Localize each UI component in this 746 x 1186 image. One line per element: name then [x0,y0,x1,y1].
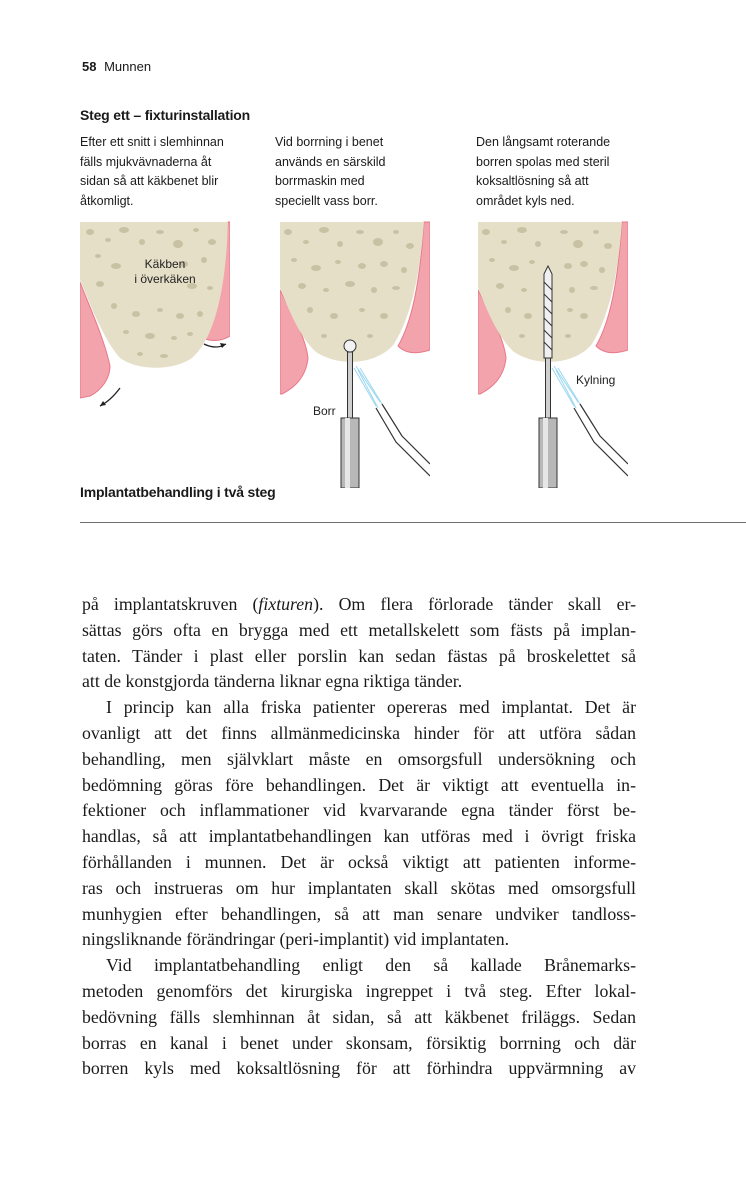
text-line: förhållanden i munnen. Det är också viktigt att patienten informe- [82,851,636,872]
text-line: Vid implantatbehandling enligt den så kallade Brånemarks- [106,955,636,976]
text-line: bedövning fälls slemhinnan åt sidan, så att käkbenet friläggs. Sedan [82,1006,636,1027]
text-line: ningsliknande förändringar (peri-implantit) vid implantaten. [82,929,510,950]
text-line: på implantatskruven (fixturen). Om flera förlorade tänder skall er- [82,594,636,614]
page-number: 58 [82,59,97,74]
text-line: behandling, men självklart måste en omsorgsfull undersökning och [82,748,636,769]
label-cooling: Kylning [576,373,616,387]
text-line: fektioner och inflammationer vid kvarvarande egna tänder först be- [82,800,636,821]
divider [80,522,746,523]
caption-line: området kyls ned. [476,193,575,208]
cooling-spray [354,366,382,408]
illustration-cooling [478,218,628,488]
caption-line: Den långsamt roterande [476,135,611,149]
cooling-nozzle [376,404,430,476]
caption-line: åtkomligt. [80,193,134,208]
body-text [82,592,636,1082]
caption-line: speciellt vass borr. [275,193,378,208]
drill [341,340,359,488]
caption-line: Efter ett snitt i slemhinnan [80,135,224,149]
text-line: sättas görs ofta en brygga med ett metallskelett som fästs på implan- [82,619,636,640]
label-drill: Borr [313,404,336,418]
caption-line: Vid borrning i benet [275,135,384,149]
running-head [82,59,151,74]
caption-line: borren spolas med steril [476,154,610,169]
cooling-nozzle [574,404,628,476]
caption-line: fälls mjukvävnaderna åt [80,154,212,169]
illustration-drilling [280,218,430,488]
text-line: I princip kan alla friska patienter opereras med implantat. Det är [106,697,636,718]
text-line: borren kyls med koksaltlösning för att förhindra uppvärmning av [82,1058,636,1079]
text-line: ras och instrueras om hur implantaten skall skötas med omsorgsfull [82,877,636,898]
caption-line: används en särskild [275,154,386,169]
caption-step-3 [476,133,666,211]
caption-step-2 [275,133,455,211]
text-line: metoden genomförs det kirurgiska ingreppet i två steg. Efter lokal- [82,980,636,1001]
caption-step-1 [80,133,260,211]
figure-heading: Steg ett – fixturinstallation [80,107,250,123]
text-line: bedömning göras före behandlingen. Det är viktigt att eventuella in- [82,774,636,795]
figure-title: Implantatbehandling i två steg [80,484,276,500]
text-line: borras en kanal i benet under skonsam, försiktig borrning och där [82,1032,636,1053]
label-line: i överkäken [134,272,196,286]
text-line: munhygien efter behandlingen, så att man senare undviker tandloss- [82,903,636,924]
emphasis: fixturen [258,594,314,614]
text-line: ovanligt att det finns allmänmedicinska hinder för att utföra sådan [82,722,636,743]
caption-line: borrmaskin med [275,174,365,188]
label-line: Käkben [144,257,186,271]
caption-line: sidan så att käkbenet blir [80,174,219,188]
chapter-title: Munnen [104,59,152,74]
text-line: handlas, så att implantatbehandlingen kan utföras med i övrigt friska [82,826,636,847]
label-jaw-bone [130,257,200,287]
text-line: taten. Tänder i plast eller porslin kan sedan fästas på broskelettet så [82,645,636,666]
caption-line: koksaltlösning så att [476,174,589,188]
text-line: att de konstgjorda tänderna liknar egna riktiga tänder. [82,671,463,692]
